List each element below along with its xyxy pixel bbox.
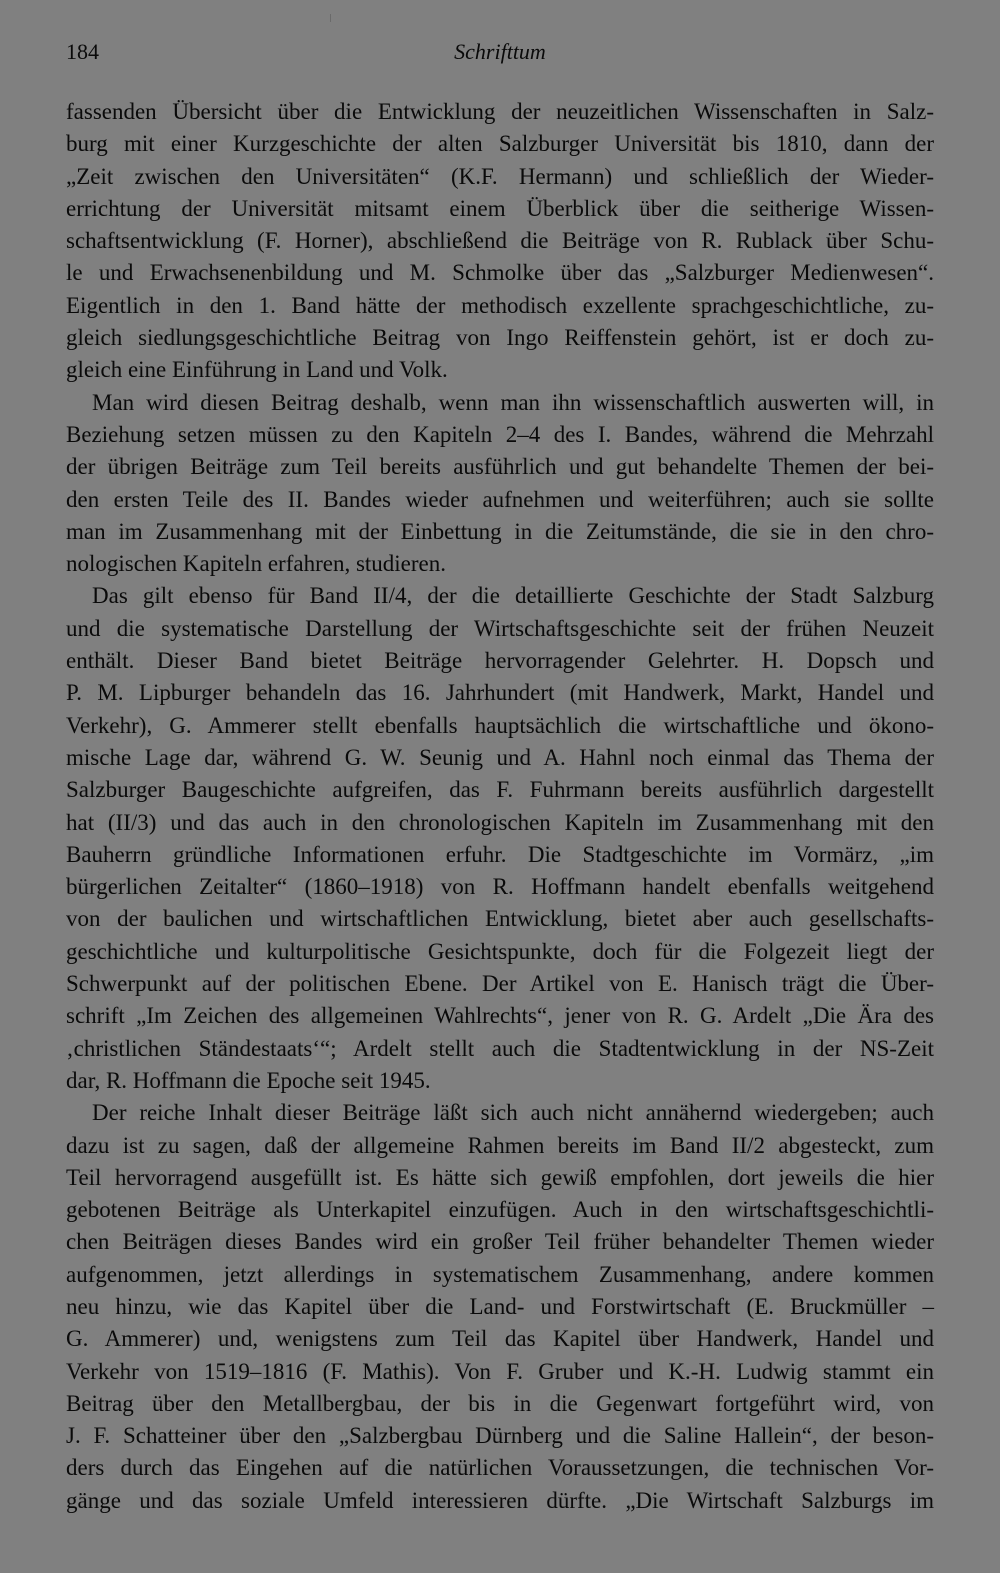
- text-line: ‚christlichen Ständestaats‘“; Ardelt stellt auch die Stadtentwicklung in der NS-Zeit: [66, 1035, 934, 1061]
- text-line: P. M. Lipburger behandeln das 16. Jahrhundert (mit Handwerk, Markt, Handel und: [66, 680, 934, 706]
- text-line: und die systematische Darstellung der Wirtschaftsgeschichte seit der frühen Neuzeit: [66, 615, 934, 641]
- text-line: ders durch das Eingehen auf die natürlichen Voraussetzungen, die technischen Vor-: [66, 1455, 934, 1481]
- text-line: Verkehr), G. Ammerer stellt ebenfalls hauptsächlich die wirtschaftliche und ökono-: [66, 712, 934, 738]
- page-number: 184: [66, 39, 99, 64]
- text-line: fassenden Übersicht über die Entwicklung der neuzeitlichen Wissenschaften in Salz-: [66, 99, 934, 124]
- text-line: enthält. Dieser Band bietet Beiträge hervorragender Gelehrter. H. Dopsch und: [66, 648, 934, 674]
- text-line: gänge und das soziale Umfeld interessieren dürfte. „Die Wirtschaft Salzburgs im: [66, 1487, 934, 1513]
- text-line: chen Beiträgen dieses Bandes wird ein großer Teil früher behandelter Themen wieder: [66, 1229, 934, 1255]
- text-line: Der reiche Inhalt dieser Beiträge läßt sich auch nicht annähernd wiedergeben; auch: [92, 1100, 934, 1126]
- text-line: aufgenommen, jetzt allerdings in systematischem Zusammenhang, andere kommen: [66, 1261, 934, 1287]
- body-text: [66, 96, 934, 1517]
- text-line: Eigentlich in den 1. Band hätte der methodisch exzellente sprachgeschichtliche, zu-: [66, 292, 934, 318]
- text-line: dazu ist zu sagen, daß der allgemeine Rahmen bereits im Band II/2 abgesteckt, zum: [66, 1132, 934, 1158]
- text-line: le und Erwachsenenbildung und M. Schmolke über das „Salzburger Medienwesen“.: [66, 260, 934, 286]
- text-line: nologischen Kapiteln erfahren, studieren.: [66, 551, 447, 577]
- text-line: von der baulichen und wirtschaftlichen Entwicklung, bietet aber auch gesellschafts-: [66, 906, 934, 932]
- text-line: Verkehr von 1519–1816 (F. Mathis). Von F. Gruber und K.-H. Ludwig stammt ein: [66, 1358, 934, 1384]
- text-line: man im Zusammenhang mit der Einbettung in die Zeitumstände, die sie in den chro-: [66, 518, 934, 544]
- text-line: Teil hervorragend ausgefüllt ist. Es hätte sich gewiß empfohlen, dort jeweils die hier: [66, 1164, 934, 1190]
- text-line: „Zeit zwischen den Universitäten“ (K.F. Hermann) und schließlich der Wieder-: [66, 163, 934, 189]
- text-line: errichtung der Universität mitsamt einem Überblick über die seitherige Wissen-: [66, 195, 934, 221]
- scan-mark: [330, 14, 331, 22]
- text-line: schaftsentwicklung (F. Horner), abschließend die Beiträge von R. Rublack über Schu-: [66, 228, 934, 254]
- text-line: G. Ammerer) und, wenigstens zum Teil das Kapitel über Handwerk, Handel und: [66, 1326, 934, 1352]
- text-line: Man wird diesen Beitrag deshalb, wenn man ihn wissenschaftlich auswerten will, in: [92, 389, 934, 415]
- text-line: burg mit einer Kurzgeschichte der alten Salzburger Universität bis 1810, dann der: [66, 131, 934, 157]
- text-line: der übrigen Beiträge zum Teil bereits ausführlich und gut behandelte Themen der bei-: [66, 454, 934, 480]
- text-line: Schwerpunkt auf der politischen Ebene. Der Artikel von E. Hanisch trägt die Über-: [66, 971, 934, 997]
- text-line: bürgerlichen Zeitalter“ (1860–1918) von R. Hoffmann handelt ebenfalls weitgehend: [66, 874, 934, 900]
- text-line: den ersten Teile des II. Bandes wieder aufnehmen und weiterführen; auch sie sollte: [66, 486, 934, 512]
- text-line: Beziehung setzen müssen zu den Kapiteln 2–4 des I. Bandes, während die Mehrzahl: [66, 421, 934, 447]
- text-line: geschichtliche und kulturpolitische Gesichtspunkte, doch für die Folgezeit liegt der: [66, 938, 934, 964]
- text-line: gebotenen Beiträge als Unterkapitel einzufügen. Auch in den wirtschaftsgeschichtli-: [66, 1197, 934, 1223]
- text-line: schrift „Im Zeichen des allgemeinen Wahlrechts“, jener von R. G. Ardelt „Die Ära des: [66, 1003, 934, 1029]
- text-line: Bauherrn gründliche Informationen erfuhr. Die Stadtgeschichte im Vormärz, „im: [66, 841, 934, 867]
- running-head: [66, 36, 934, 68]
- text-line: neu hinzu, wie das Kapitel über die Land- und Forstwirtschaft (E. Bruckmüller –: [66, 1293, 934, 1319]
- running-title: Schrifttum: [454, 39, 546, 64]
- text-line: Das gilt ebenso für Band II/4, der die detaillierte Geschichte der Stadt Salzburg: [92, 583, 934, 609]
- text-line: mische Lage dar, während G. W. Seunig und A. Hahnl noch einmal das Thema der: [66, 744, 934, 770]
- text-line: Salzburger Baugeschichte aufgreifen, das F. Fuhrmann bereits ausführlich dargestellt: [66, 777, 934, 803]
- text-line: dar, R. Hoffmann die Epoche seit 1945.: [66, 1067, 431, 1093]
- text-line: gleich siedlungsgeschichtliche Beitrag von Ingo Reiffenstein gehört, ist er doch zu-: [66, 325, 934, 351]
- text-line: hat (II/3) und das auch in den chronologischen Kapiteln im Zusammenhang mit den: [66, 809, 934, 835]
- text-line: gleich eine Einführung in Land und Volk.: [66, 357, 448, 383]
- text-line: J. F. Schatteiner über den „Salzbergbau Dürnberg und die Saline Hallein“, der beson-: [66, 1423, 934, 1449]
- text-line: Beitrag über den Metallbergbau, der bis in die Gegenwart fortgeführt wird, von: [66, 1390, 934, 1416]
